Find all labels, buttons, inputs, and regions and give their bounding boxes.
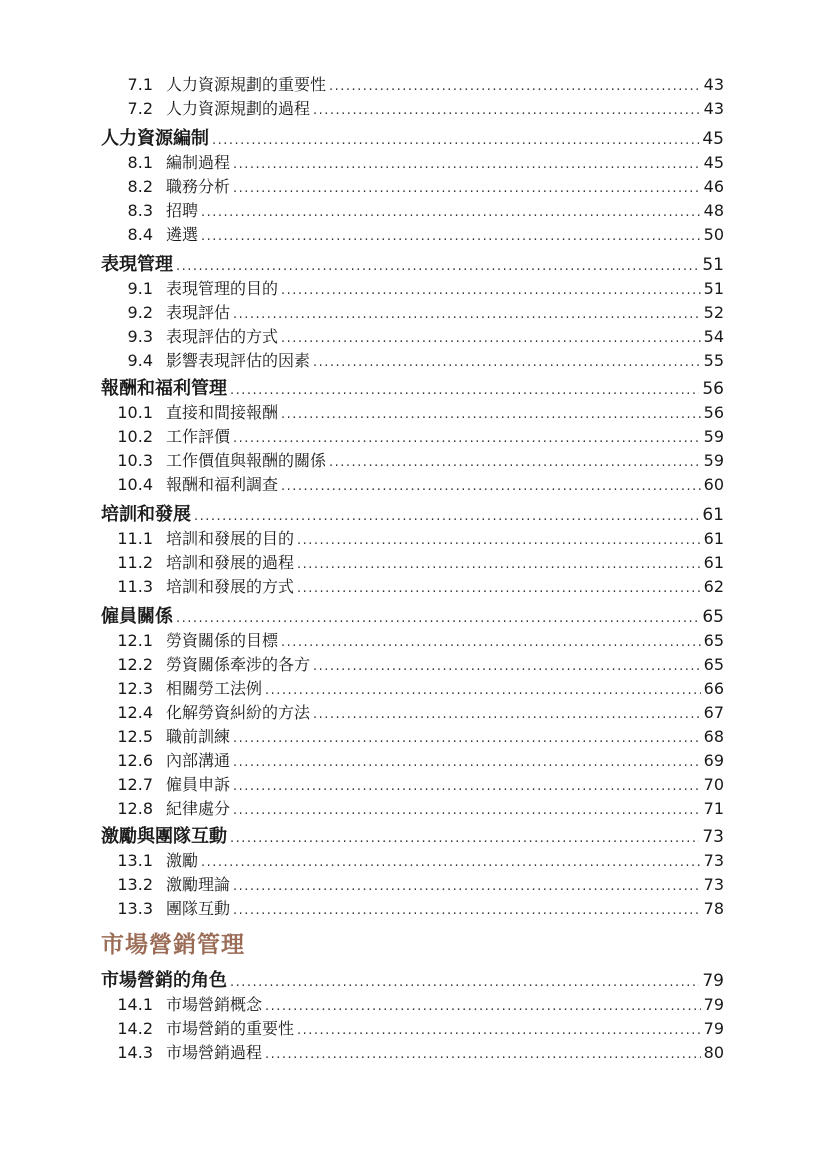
section-number: 12.1 [117, 631, 153, 650]
page-number: 65 [703, 655, 724, 674]
section-title: 表現評估的方式 [166, 327, 279, 346]
section-title: 遴選 [166, 225, 199, 244]
toc-section-entry[interactable] [101, 652, 724, 675]
dot-leader [233, 181, 701, 196]
dot-leader [194, 509, 699, 524]
page-number: 61 [702, 505, 724, 525]
toc-section-entry[interactable] [101, 96, 724, 119]
toc-chapter-entry[interactable] [101, 822, 724, 848]
dot-leader [297, 1023, 701, 1038]
toc-section-entry[interactable] [101, 300, 724, 323]
section-title: 招聘 [166, 201, 199, 220]
dot-leader [233, 307, 701, 322]
section-title: 人力資源規劃的重要性 [166, 75, 327, 94]
page-number: 48 [703, 201, 724, 220]
section-number: 8.1 [127, 153, 153, 172]
section-number: 13.2 [117, 875, 153, 894]
dot-leader [281, 635, 701, 650]
toc-section-entry[interactable] [101, 276, 724, 299]
toc-section-entry[interactable] [101, 174, 724, 197]
toc-section-entry[interactable] [101, 724, 724, 747]
section-number: 8.3 [127, 201, 153, 220]
page-number: 54 [703, 327, 724, 346]
toc-section-entry[interactable] [101, 796, 724, 819]
section-title: 市場營銷的重要性 [166, 1019, 295, 1038]
page-number: 46 [703, 177, 724, 196]
dot-leader [329, 79, 701, 94]
toc-chapter-entry[interactable] [101, 250, 724, 276]
section-title: 工作評價 [166, 427, 231, 446]
section-title: 報酬和福利調查 [166, 475, 279, 494]
page-number: 65 [703, 631, 724, 650]
dot-leader [297, 581, 701, 596]
section-number: 14.2 [117, 1019, 153, 1038]
section-number: 12.7 [117, 775, 153, 794]
dot-leader [281, 479, 701, 494]
page-number: 43 [703, 99, 724, 118]
section-number: 8.4 [127, 225, 153, 244]
page-number: 78 [703, 899, 724, 918]
section-number: 12.6 [117, 751, 153, 770]
section-number: 10.4 [117, 475, 153, 494]
toc-chapter-entry[interactable] [101, 602, 724, 628]
page-number: 50 [703, 225, 724, 244]
page-number: 56 [703, 403, 724, 422]
chapter-title: 激勵與團隊互動 [101, 826, 227, 847]
page-number: 59 [703, 451, 724, 470]
section-number: 12.2 [117, 655, 153, 674]
section-number: 10.2 [117, 427, 153, 446]
dot-leader [233, 779, 701, 794]
dot-leader [313, 707, 701, 722]
chapter-title: 僱員關係 [101, 606, 173, 627]
dot-leader [230, 383, 699, 398]
toc-section-entry[interactable] [101, 1016, 724, 1039]
dot-leader [313, 103, 701, 118]
dot-leader [233, 903, 701, 918]
section-title: 相關勞工法例 [166, 679, 263, 698]
page-number: 61 [703, 553, 724, 572]
section-number: 13.3 [117, 899, 153, 918]
toc-section-entry[interactable] [101, 198, 724, 221]
page-number: 65 [702, 607, 724, 627]
toc-section-entry[interactable] [101, 772, 724, 795]
dot-leader [233, 755, 701, 770]
toc-section-entry[interactable] [101, 72, 724, 95]
page-number: 70 [703, 775, 724, 794]
dot-leader [233, 803, 701, 818]
toc-section-entry[interactable] [101, 348, 724, 371]
page-number: 79 [703, 1019, 724, 1038]
page-number: 45 [703, 153, 724, 172]
section-number: 7.1 [127, 75, 153, 94]
dot-leader [329, 455, 701, 470]
chapter-title: 市場營銷的角色 [101, 970, 227, 991]
section-title: 表現評估 [166, 303, 231, 322]
page-number: 73 [702, 827, 724, 847]
section-title: 勞資關係的目標 [166, 631, 279, 650]
page-number: 51 [703, 279, 724, 298]
section-title: 紀律處分 [166, 799, 231, 818]
section-title: 市場營銷過程 [166, 1043, 263, 1062]
page-number: 80 [703, 1043, 724, 1062]
section-title: 編制過程 [166, 153, 231, 172]
toc-section-entry[interactable] [101, 424, 724, 447]
toc-section-entry[interactable] [101, 1040, 724, 1063]
page-number: 59 [703, 427, 724, 446]
section-title: 培訓和發展的方式 [166, 577, 295, 596]
toc-section-entry[interactable] [101, 324, 724, 347]
section-number: 9.4 [127, 351, 153, 370]
section-title: 表現管理的目的 [166, 279, 279, 298]
page-number: 56 [702, 379, 724, 399]
toc-section-entry[interactable] [101, 848, 724, 871]
section-title: 市場營銷概念 [166, 995, 263, 1014]
section-number: 7.2 [127, 99, 153, 118]
section-title: 化解勞資糾紛的方法 [166, 703, 311, 722]
toc-section-entry[interactable] [101, 400, 724, 423]
dot-leader [201, 229, 701, 244]
dot-leader [176, 259, 699, 274]
page-number: 55 [703, 351, 724, 370]
page-number: 61 [703, 529, 724, 548]
section-number: 12.8 [117, 799, 153, 818]
section-title: 培訓和發展的過程 [166, 553, 295, 572]
dot-leader [265, 999, 701, 1014]
page-number: 73 [703, 851, 724, 870]
toc-section-entry[interactable] [101, 700, 724, 723]
dot-leader [233, 879, 701, 894]
section-title: 內部溝通 [166, 751, 231, 770]
toc-section-entry[interactable] [101, 896, 724, 919]
section-title: 勞資關係牽涉的各方 [166, 655, 311, 674]
chapter-title: 報酬和福利管理 [101, 378, 227, 399]
page-number: 45 [702, 129, 724, 149]
section-title: 培訓和發展的目的 [166, 529, 295, 548]
page-number: 69 [703, 751, 724, 770]
section-number: 11.1 [117, 529, 153, 548]
toc-section-entry[interactable] [101, 676, 724, 699]
toc-section-entry[interactable] [101, 550, 724, 573]
toc-chapter-entry[interactable] [101, 124, 724, 150]
toc-section-entry[interactable] [101, 150, 724, 173]
page-number: 79 [703, 995, 724, 1014]
dot-leader [265, 1047, 701, 1062]
section-title: 人力資源規劃的過程 [166, 99, 311, 118]
section-number: 10.3 [117, 451, 153, 470]
dot-leader [176, 611, 699, 626]
dot-leader [230, 975, 699, 990]
section-number: 13.1 [117, 851, 153, 870]
page-number: 66 [703, 679, 724, 698]
dot-leader [281, 331, 701, 346]
section-number: 12.3 [117, 679, 153, 698]
section-number: 12.5 [117, 727, 153, 746]
section-title: 工作價值與報酬的關係 [166, 451, 327, 470]
dot-leader [281, 283, 701, 298]
chapter-title: 培訓和發展 [101, 504, 191, 525]
section-number: 11.3 [117, 577, 153, 596]
section-number: 9.3 [127, 327, 153, 346]
section-number: 14.1 [117, 995, 153, 1014]
section-title: 職前訓練 [166, 727, 231, 746]
section-title: 影響表現評估的因素 [166, 351, 311, 370]
dot-leader [233, 731, 701, 746]
toc-section-entry[interactable] [101, 872, 724, 895]
toc-chapter-entry[interactable] [101, 500, 724, 526]
page-number: 73 [703, 875, 724, 894]
page-number: 79 [702, 971, 724, 991]
page-number: 62 [703, 577, 724, 596]
dot-leader [201, 205, 701, 220]
toc-section-entry[interactable] [101, 526, 724, 549]
page-number: 52 [703, 303, 724, 322]
dot-leader [313, 659, 701, 674]
section-number: 14.3 [117, 1043, 153, 1062]
dot-leader [281, 407, 701, 422]
section-title: 團隊互動 [166, 899, 231, 918]
section-number: 10.1 [117, 403, 153, 422]
page-number: 68 [703, 727, 724, 746]
section-title: 激勵理論 [166, 875, 231, 894]
part-title: 市場營銷管理 [101, 931, 245, 958]
page-number: 67 [703, 703, 724, 722]
section-title: 職務分析 [166, 177, 231, 196]
dot-leader [230, 831, 699, 846]
dot-leader [313, 355, 701, 370]
dot-leader [233, 431, 701, 446]
section-number: 8.2 [127, 177, 153, 196]
dot-leader [297, 557, 701, 572]
toc-chapter-entry[interactable] [101, 966, 724, 992]
toc-section-entry[interactable] [101, 472, 724, 495]
dot-leader [233, 157, 701, 172]
section-number: 9.2 [127, 303, 153, 322]
toc-section-entry[interactable] [101, 448, 724, 471]
toc-section-entry[interactable] [101, 222, 724, 245]
section-number: 9.1 [127, 279, 153, 298]
chapter-title: 表現管理 [101, 254, 173, 275]
page-number: 43 [703, 75, 724, 94]
dot-leader [265, 683, 701, 698]
toc-section-entry[interactable] [101, 992, 724, 1015]
toc-section-entry[interactable] [101, 748, 724, 771]
section-title: 激勵 [166, 851, 199, 870]
dot-leader [297, 533, 701, 548]
chapter-title: 人力資源編制 [101, 128, 209, 149]
page-number: 71 [703, 799, 724, 818]
section-number: 12.4 [117, 703, 153, 722]
page-number: 51 [702, 255, 724, 275]
section-title: 直接和間接報酬 [166, 403, 279, 422]
toc-section-entry[interactable] [101, 628, 724, 651]
dot-leader [212, 133, 699, 148]
toc-section-entry[interactable] [101, 574, 724, 597]
page-number: 60 [703, 475, 724, 494]
section-number: 11.2 [117, 553, 153, 572]
dot-leader [201, 855, 701, 870]
toc-chapter-entry[interactable] [101, 374, 724, 400]
section-title: 僱員申訴 [166, 775, 231, 794]
